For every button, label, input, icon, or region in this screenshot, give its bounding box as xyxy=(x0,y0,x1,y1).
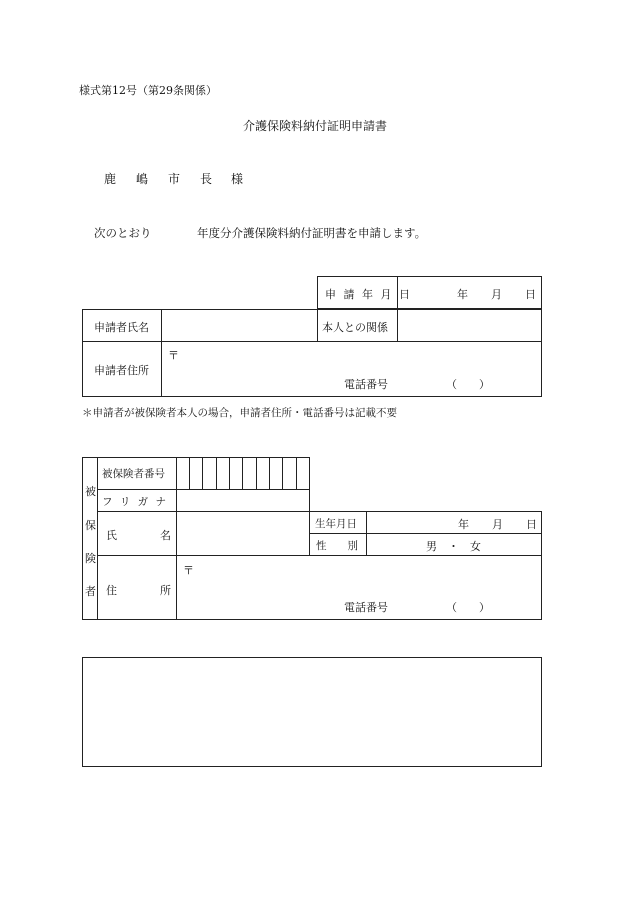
form-number: 様式第12号（第29条関係） xyxy=(79,84,217,97)
sex-options[interactable]: 男 ・ 女 xyxy=(426,540,481,553)
sex-label: 性 別 xyxy=(316,540,358,552)
birth-month-unit: 月 xyxy=(492,518,503,531)
phone-label: 電話番号 xyxy=(344,378,388,391)
insured-address-label-2: 所 xyxy=(160,584,171,597)
applicant-address-label: 申請者住所 xyxy=(94,364,149,377)
remarks-box[interactable] xyxy=(82,657,542,767)
fiscal-year-field[interactable] xyxy=(152,221,194,241)
insured-phone-paren: （ ） xyxy=(446,601,490,614)
side-label-ho: 保 xyxy=(85,519,96,532)
birth-day-unit: 日 xyxy=(526,518,537,531)
insured-number-field[interactable] xyxy=(177,458,309,489)
postal-mark: 〒 xyxy=(168,349,179,362)
birth-date-label: 生年月日 xyxy=(315,518,357,530)
furigana-label: フ リ ガ ナ xyxy=(102,496,169,508)
insured-name-label-1: 氏 xyxy=(106,529,117,542)
statement-suffix: 年度分介護保険料納付証明書を申請します。 xyxy=(197,226,427,240)
relation-label: 本人との関係 xyxy=(322,321,388,334)
birth-year-unit: 年 xyxy=(458,518,469,531)
insured-phone-label: 電話番号 xyxy=(344,601,388,614)
birth-date-field[interactable] xyxy=(367,512,541,533)
relation-field[interactable] xyxy=(398,310,541,341)
insured-name-label-2: 名 xyxy=(160,529,171,542)
date-month-unit: 月 xyxy=(491,288,502,301)
insured-postal-mark: 〒 xyxy=(183,564,194,577)
document-title: 介護保険料納付証明申請書 xyxy=(243,119,388,133)
insured-name-field[interactable] xyxy=(177,512,309,555)
side-label-ken: 険 xyxy=(85,552,96,565)
applicant-name-field[interactable] xyxy=(162,310,317,341)
furigana-field[interactable] xyxy=(177,490,309,511)
applicant-name-label: 申請者氏名 xyxy=(94,321,149,334)
side-label-sha: 者 xyxy=(85,585,96,598)
side-label-hi: 被 xyxy=(85,485,96,498)
phone-paren: （ ） xyxy=(446,378,490,391)
statement-prefix: 次のとおり xyxy=(94,226,152,240)
insured-number-label: 被保険者番号 xyxy=(102,468,165,480)
date-year-unit: 年 xyxy=(457,288,468,301)
note-text: ＊申請者が被保険者本人の場合，申請者住所・電話番号は記載不要 xyxy=(82,407,397,419)
date-day-unit: 日 xyxy=(525,288,536,301)
addressee-honorific: 様 xyxy=(231,172,244,186)
insured-address-label-1: 住 xyxy=(106,584,117,597)
application-date-field[interactable] xyxy=(398,277,541,308)
addressee-mayor: 鹿 嶋 市 長 xyxy=(104,172,217,186)
application-date-label: 申 請 年 月 日 xyxy=(325,288,412,301)
